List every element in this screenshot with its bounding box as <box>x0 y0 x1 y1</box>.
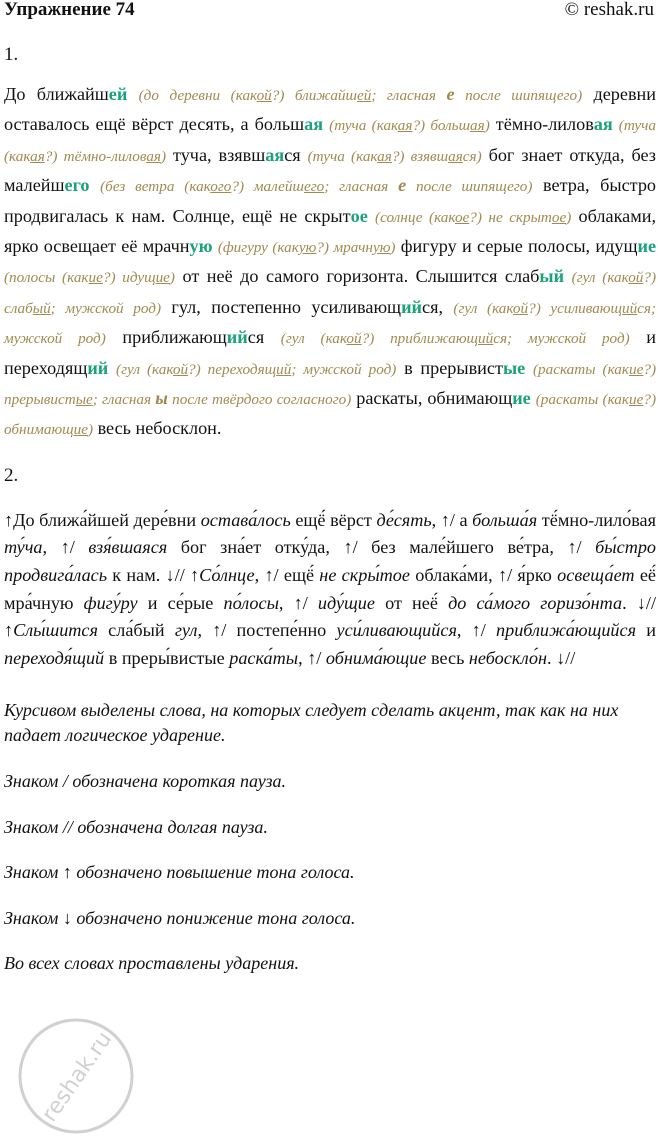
underlined-ending: ое <box>551 208 567 226</box>
highlighted-ending: ие <box>637 236 657 257</box>
text-fragment: бог зна́ет отку́да, ↑/ без мале́йшего ве́тра, ↑/ <box>167 537 596 558</box>
grammar-comment: (туча (как <box>4 117 657 165</box>
stressed-word: иду́щие <box>317 592 375 613</box>
text-fragment: к нам. ↓// ↑ <box>107 565 200 586</box>
grammar-comment: ?) слаб <box>4 269 657 317</box>
grammar-comment: ?) больш <box>412 117 471 135</box>
text-fragment: от неё до самого горизонта. Слышится слаб <box>174 266 540 287</box>
text-fragment: от неё́ <box>374 592 449 613</box>
grammar-comment: ?) не скрыт <box>469 208 552 226</box>
text-fragment <box>525 358 533 378</box>
text-fragment: весь <box>426 647 469 668</box>
text-fragment: гул, постепенно усиливающ <box>161 296 402 317</box>
section-1-number: 1. <box>4 44 19 65</box>
text-fragment: туча, взявш <box>166 144 266 165</box>
grammar-comment: ) <box>566 208 572 226</box>
text-fragment: фигуру и серые полосы, идущ <box>395 236 638 257</box>
grammar-comment: ) <box>160 147 167 165</box>
stressed-word: не скры́тое <box>319 565 410 586</box>
stressed-word: небоскло́н <box>468 647 547 668</box>
underlined-ending: ой <box>512 299 529 317</box>
grammar-comment: ?) идущ <box>102 269 156 287</box>
underlined-ending: ие <box>73 421 88 439</box>
grammar-comment: ?) мрачн <box>316 239 373 257</box>
text-fragment: ся, <box>422 296 454 317</box>
note-tone-fall: Знаком ↓ обозначено понижение тона голоса. <box>4 907 356 928</box>
text-fragment: . ↓// <box>546 647 576 668</box>
text-fragment: бог знает откуда, без малейш <box>4 144 656 196</box>
stressed-word: остава́лось <box>200 509 291 530</box>
grammar-comment: (раскаты (как <box>532 360 629 378</box>
exercise-title: Упражнение 74 <box>4 0 135 20</box>
highlighted-ending: ый <box>539 266 565 287</box>
text-fragment <box>127 84 138 104</box>
note-italic: Курсивом выделены слова, на которых следует сделать акцент, так как на них падает логическое ударение. <box>4 700 619 745</box>
grammar-comment: ?) переходящ <box>188 360 277 378</box>
grammar-comment: после твёрдого согласного) <box>167 391 352 409</box>
underlined-ending: ие <box>155 269 170 287</box>
watermark-text: reshak.ru <box>37 1027 118 1127</box>
stressed-word: обнима́ющие <box>325 647 427 668</box>
text-fragment: До ближайш <box>4 84 109 104</box>
stressed-word: больша́я <box>472 509 538 530</box>
text-fragment: в преры́вистые <box>104 647 230 668</box>
underlined-ending: ую <box>372 239 391 257</box>
grammar-comment: ) <box>390 239 396 257</box>
text-fragment <box>108 358 116 378</box>
underlined-ending: ой <box>256 87 272 104</box>
stressed-word: Слы́шится <box>13 620 98 641</box>
text-fragment: и <box>636 620 657 641</box>
text-fragment: ↑До ближа́йшей дере́вни <box>4 509 201 530</box>
grammar-comment: после шипящего) <box>406 178 533 196</box>
text-fragment: облаками, ярко освещает её мрачн <box>4 205 657 257</box>
text-fragment: , ↑/ <box>298 647 326 668</box>
text-fragment: весь небосклон. <box>93 418 222 439</box>
grammar-comment: ; гласная <box>324 178 399 196</box>
text-fragment <box>368 206 375 226</box>
bold-vowel: е <box>398 175 407 196</box>
highlighted-ending: ые <box>502 357 526 378</box>
page <box>4 0 656 997</box>
underlined-ending: ий <box>276 360 292 378</box>
grammar-comment: ?) малейш <box>231 178 304 196</box>
text-fragment: деревни оставалось ещё вёрст десять, а больш <box>4 84 656 135</box>
underlined-ending: его <box>303 178 325 196</box>
underlined-ending: ой <box>172 360 189 378</box>
grammar-comment: (фигуру (как <box>217 239 299 257</box>
underlined-ending: ое <box>454 208 470 226</box>
grammar-comment: ?) прерывист <box>4 360 656 409</box>
underlined-ending: ого <box>210 178 232 196</box>
grammar-comment: (гул (как <box>280 330 347 348</box>
grammar-comment: ?) взявш <box>391 147 449 165</box>
stressed-word: до са́мого горизо́нта <box>448 592 623 613</box>
grammar-comment: ся; мужской род) <box>493 330 630 348</box>
underlined-ending: ый <box>32 299 51 317</box>
grammar-comment: ; гласная <box>371 87 447 104</box>
section-1-text <box>4 80 656 445</box>
underlined-ending: ая <box>470 117 485 135</box>
text-fragment: облака́ми, ↑/ я́рко <box>409 565 558 586</box>
text-fragment: , ↑/ <box>42 537 89 558</box>
grammar-comment: (гул (как <box>453 299 513 317</box>
text-fragment: тёмно-лилов <box>489 114 594 135</box>
stressed-word: по́лосы <box>223 592 279 613</box>
text-fragment: ся <box>284 144 308 165</box>
stressed-word: ту́ча <box>4 537 43 558</box>
grammar-comment: (полосы (как <box>4 269 89 287</box>
text-fragment: , ↑/ ещё́ <box>254 565 320 586</box>
text-fragment: в прерывист <box>396 357 503 378</box>
highlighted-ending: ий <box>226 327 248 348</box>
grammar-comment: (туча (как <box>329 117 398 135</box>
text-fragment: , ↑/ а <box>431 509 473 530</box>
section-2-number: 2. <box>4 464 19 486</box>
stressed-word: гул <box>174 620 198 641</box>
highlighted-ending: его <box>64 175 90 196</box>
stressed-word: фигу́ру <box>83 592 138 613</box>
underlined-ending: ые <box>75 391 93 409</box>
text-fragment: . ↓// ↑ <box>4 592 656 641</box>
underlined-ending: ая <box>397 117 413 135</box>
underlined-ending: ая <box>30 147 45 165</box>
text-fragment: , ↑/ <box>278 592 318 613</box>
grammar-comment: (до деревни (как <box>138 87 257 104</box>
grammar-comment: (туча (как <box>307 147 378 165</box>
underlined-ending: ие <box>629 360 644 378</box>
highlighted-ending: ая <box>593 114 613 135</box>
section-2-text <box>4 507 656 673</box>
stressed-word: де́сять <box>376 509 432 530</box>
watermark-logo <box>14 1014 154 1139</box>
underlined-ending: ой <box>628 269 644 287</box>
grammar-comment: ?) усиливающ <box>528 299 622 317</box>
grammar-comment: ся; мужской род) <box>4 299 657 348</box>
grammar-comment: ?) приближающ <box>361 330 479 348</box>
stressed-word: взя́вшаяся <box>88 537 168 558</box>
highlighted-ending: ая <box>265 144 285 165</box>
text-fragment: ветра, быстро продвигалась к нам. Солнце, ещё не скрыт <box>4 175 657 226</box>
underlined-ending: ие <box>88 269 103 287</box>
grammar-comment: ) <box>484 117 490 135</box>
text-fragment: , ↑/ <box>456 620 497 641</box>
underlined-ending: ую <box>298 239 317 257</box>
highlighted-ending: ей <box>108 84 128 104</box>
grammar-comment: ) <box>169 269 175 287</box>
grammar-comment: ?) тёмно-лилов <box>44 147 147 165</box>
highlighted-ending: ую <box>189 236 213 257</box>
bold-vowel: ы <box>155 388 168 409</box>
text-fragment <box>90 175 101 195</box>
stressed-word: приближа́ющийся <box>496 620 637 641</box>
stressed-word: раска́ты <box>229 647 299 668</box>
highlighted-ending: ий <box>87 357 109 378</box>
highlighted-ending: ая <box>304 114 324 135</box>
text-fragment: сла́бый <box>97 620 175 641</box>
watermark-ring <box>20 1020 132 1132</box>
underlined-ending: ий <box>478 330 494 348</box>
stressed-word: освеща́ет <box>557 565 635 586</box>
text-fragment: приближающ <box>105 327 227 348</box>
text-fragment: её́ мра́чную <box>4 565 656 613</box>
text-fragment: и се́рые <box>137 592 224 613</box>
grammar-comment: (гул (как <box>571 269 629 287</box>
grammar-comment: ; гласная <box>92 391 156 409</box>
highlighted-ending: ие <box>512 388 531 409</box>
underlined-ending: ие <box>629 391 644 409</box>
highlighted-ending: ое <box>350 205 368 226</box>
text-fragment: тё́мно-лило́вая <box>537 509 656 530</box>
underlined-ending: ой <box>346 330 362 348</box>
grammar-comment: ?) ближайш <box>271 87 357 104</box>
underlined-ending: ей <box>356 87 372 104</box>
grammar-comment: ; мужской род) <box>291 360 397 378</box>
site-credit: © reshak.ru <box>564 0 654 20</box>
stressed-word: переходя́щий <box>4 647 105 668</box>
note-long-pause: Знаком // обозначена долгая пауза. <box>4 816 268 837</box>
stressed-word: Со́лнце <box>199 565 255 586</box>
grammar-comment: ?) обнимающ <box>4 391 656 439</box>
note-stress-marks: Во всех словах проставлены ударения. <box>4 953 300 974</box>
underlined-ending: ая <box>448 147 463 165</box>
grammar-comment: (солнце (как <box>375 208 455 226</box>
header <box>4 0 656 24</box>
grammar-comment: (раскаты (как <box>535 391 629 409</box>
underlined-ending: ая <box>377 147 392 165</box>
highlighted-ending: ий <box>401 296 423 317</box>
grammar-comment: ся) <box>462 147 482 165</box>
grammar-comment: ; мужской род) <box>50 299 162 317</box>
bold-vowel: е <box>446 84 455 104</box>
text-fragment: , ↑/ постепе́нно <box>197 620 337 641</box>
stressed-word: уси́ливающийся <box>336 620 457 641</box>
notes <box>4 698 656 976</box>
text-fragment: и переходящ <box>4 327 657 378</box>
underlined-ending: ая <box>146 147 161 165</box>
note-tone-rise: Знаком ↑ обозначено повышение тона голоса. <box>4 862 355 883</box>
text-fragment <box>564 266 572 286</box>
grammar-comment: ) <box>87 421 94 439</box>
stressed-word: бы́стро продвига́лась <box>4 537 657 586</box>
grammar-comment: (без ветра (как <box>100 178 211 196</box>
note-short-pause: Знаком / обозначена короткая пауза. <box>4 771 287 792</box>
grammar-comment: (гул (как <box>116 360 173 378</box>
text-fragment: ся <box>247 327 281 348</box>
underlined-ending: ий <box>621 299 638 317</box>
text-fragment: ещё́ вёрст <box>290 509 377 530</box>
grammar-comment: после шипящего) <box>454 87 583 104</box>
text-fragment: раскаты, обнимающ <box>351 388 513 409</box>
